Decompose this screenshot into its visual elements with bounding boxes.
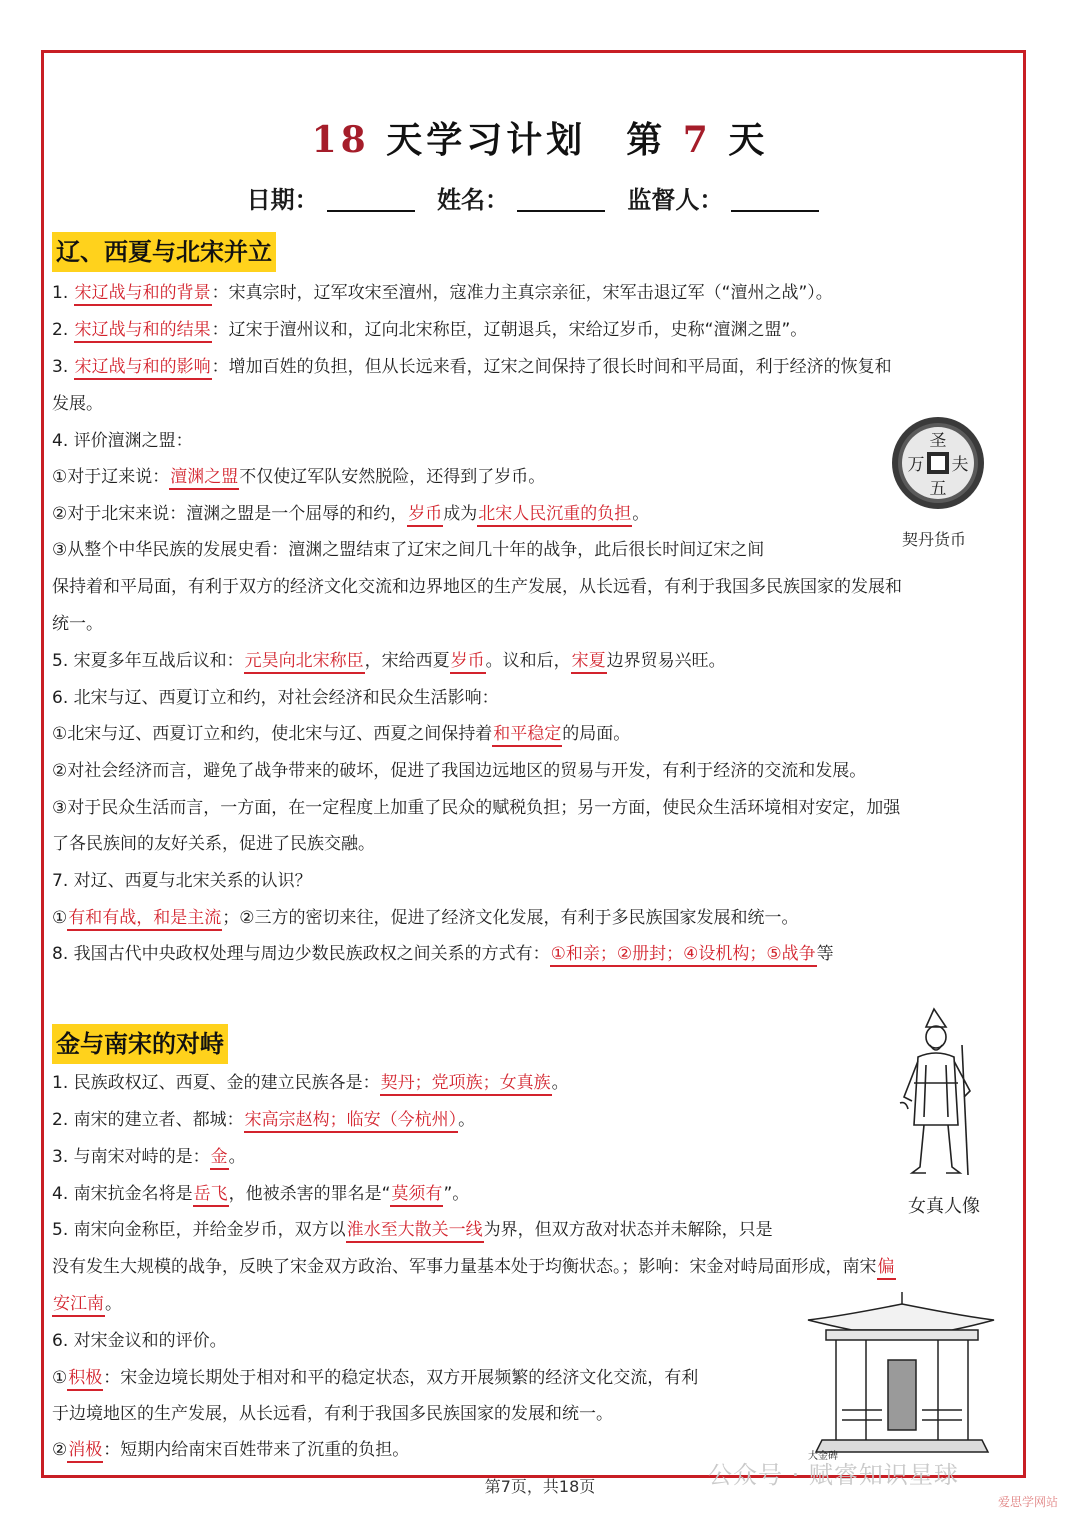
s2-line-5b: 没有发生大规模的战争，反映了宋金双方政治、军事力量基本处于均衡状态。；影响：宋金对峙局面形成，南宋偏 bbox=[52, 1257, 1018, 1277]
s1-line-6: 6. 北宋与辽、西夏订立和约，对社会经济和民众生活影响： bbox=[52, 688, 499, 708]
watermark-site: 爱思学网站 bbox=[998, 1495, 1059, 1509]
page-number: 第7页，共18页 bbox=[484, 1477, 596, 1496]
s1-line-4a: ①对于辽来说：澶渊之盟不仅使辽军队安然脱险，还得到了岁币。 bbox=[52, 467, 545, 487]
s1-line-6c: ③对于民众生活而言，一方面，在一定程度上加重了民众的赋税负担；另一方面，使民众生活环境相对安定，加强 bbox=[52, 798, 901, 818]
coin-char-bottom: 五 bbox=[929, 479, 947, 499]
jurchen-figure-image bbox=[896, 1005, 982, 1185]
s1-line-4c2: 保持着和平局面，有利于双方的经济文化交流和边界地区的生产发展，从长远看，有利于我国多民族国家的发展和 bbox=[52, 577, 902, 597]
s2-line-3: 3. 与南宋对峙的是：金。 bbox=[52, 1147, 246, 1167]
coin-caption: 契丹货币 bbox=[902, 530, 967, 549]
s2-line-6a2: 于边境地区的生产发展，从长远看，有利于我国多民族国家的发展和统一。 bbox=[52, 1404, 613, 1424]
s1-line-4b: ②对于北宋来说：澶渊之盟是一个屈辱的和约，岁币成为北宋人民沉重的负担。 bbox=[52, 504, 649, 524]
s1-line-3: 3. 宋辽战与和的影响：增加百姓的负担，但从长远来看，辽宋之间保持了很长时间和平局面，利于经济的恢复和 bbox=[52, 357, 1018, 377]
date-blank[interactable] bbox=[327, 188, 415, 212]
name-blank[interactable] bbox=[517, 188, 605, 212]
page-title: 18 天学习计划 第 7 天 bbox=[311, 119, 769, 161]
s1-line-7: 7. 对辽、西夏与北宋关系的认识？ bbox=[52, 871, 312, 891]
s2-line-6b: ②消极：短期内给南宋百姓带来了沉重的负担。 bbox=[52, 1440, 409, 1460]
pavilion-image bbox=[802, 1290, 1000, 1460]
coin-char-top: 圣 bbox=[929, 431, 947, 451]
s1-line-6a: ①北宋与辽、西夏订立和约，使北宋与辽、西夏之间保持着和平稳定的局面。 bbox=[52, 724, 1018, 744]
s1-line-7a: ①有和有战，和是主流；②三方的密切来往，促进了经济文化发展，有利于多民族国家发展和统一。 bbox=[52, 908, 1018, 928]
s1-line-2: 2. 宋辽战与和的结果：辽宋于澶州议和，辽向北宋称臣，辽朝退兵，宋给辽岁币，史称“澶渊之盟”。 bbox=[52, 320, 1018, 340]
coin-char-right: 夫 bbox=[951, 455, 969, 475]
name-label: 姓名： bbox=[437, 185, 509, 214]
date-label: 日期： bbox=[246, 185, 319, 214]
s2-line-1: 1. 民族政权辽、西夏、金的建立民族各是：契丹；党项族；女真族。 bbox=[52, 1073, 569, 1093]
s1-line-5: 5. 宋夏多年互战后议和：元昊向北宋称臣，宋给西夏岁币。议和后，宋夏边界贸易兴旺。 bbox=[52, 651, 1018, 671]
s2-line-5: 5. 南宋向金称臣，并给金岁币，双方以淮水至大散关一线为界，但双方敌对状态并未解除，只是 bbox=[52, 1220, 773, 1240]
s1-line-4c3: 统一。 bbox=[52, 614, 103, 634]
section-heading-1: 辽、西夏与北宋并立 bbox=[52, 232, 276, 272]
s1-line-4: 4. 评价澶渊之盟： bbox=[52, 431, 193, 451]
s2-line-4: 4. 南宋抗金名将是岳飞，他被杀害的罪名是“莫须有”。 bbox=[52, 1184, 469, 1204]
s1-line-6c2: 了各民族间的友好关系，促进了民族交融。 bbox=[52, 834, 375, 854]
s2-line-5c: 安江南。 bbox=[52, 1294, 122, 1314]
s1-line-3b: 发展。 bbox=[52, 394, 103, 414]
coin-char-left: 万 bbox=[907, 455, 925, 475]
s2-line-2: 2. 南宋的建立者、都城：宋高宗赵构；临安（今杭州）。 bbox=[52, 1110, 475, 1130]
watermark: 公众号 · 赋睿知识星球 bbox=[708, 1461, 959, 1489]
s1-line-6b: ②对社会经济而言，避免了战争带来的破坏，促进了我国边远地区的贸易与开发，有利于经济的交流和发展。 bbox=[52, 761, 867, 781]
pavilion-caption: 大金碑 bbox=[808, 1451, 838, 1462]
s1-line-4c: ③从整个中华民族的发展史看：澶渊之盟结束了辽宋之间几十年的战争，此后很长时间辽宋之间 bbox=[52, 540, 765, 560]
info-line bbox=[0, 180, 1080, 215]
s1-line-8: 8. 我国古代中央政权处理与周边少数民族政权之间关系的方式有：①和亲；②册封；④设机构；⑤战争等 bbox=[52, 944, 1018, 964]
figure-caption: 女真人像 bbox=[908, 1196, 980, 1217]
supervisor-blank[interactable] bbox=[731, 188, 819, 212]
s2-line-6: 6. 对宋金议和的评价。 bbox=[52, 1331, 227, 1351]
section-heading-2: 金与南宋的对峙 bbox=[52, 1024, 228, 1064]
s2-line-6a: ①积极：宋金边境长期处于相对和平的稳定状态，双方开展频繁的经济文化交流，有利 bbox=[52, 1368, 698, 1388]
khitan-coin-image bbox=[890, 415, 986, 511]
s1-line-1: 1. 宋辽战与和的背景：宋真宗时，辽军攻宋至澶州，寇准力主真宗亲征，宋军击退辽军（“澶州之战”）。 bbox=[52, 283, 1018, 303]
supervisor-label: 监督人： bbox=[627, 185, 724, 214]
